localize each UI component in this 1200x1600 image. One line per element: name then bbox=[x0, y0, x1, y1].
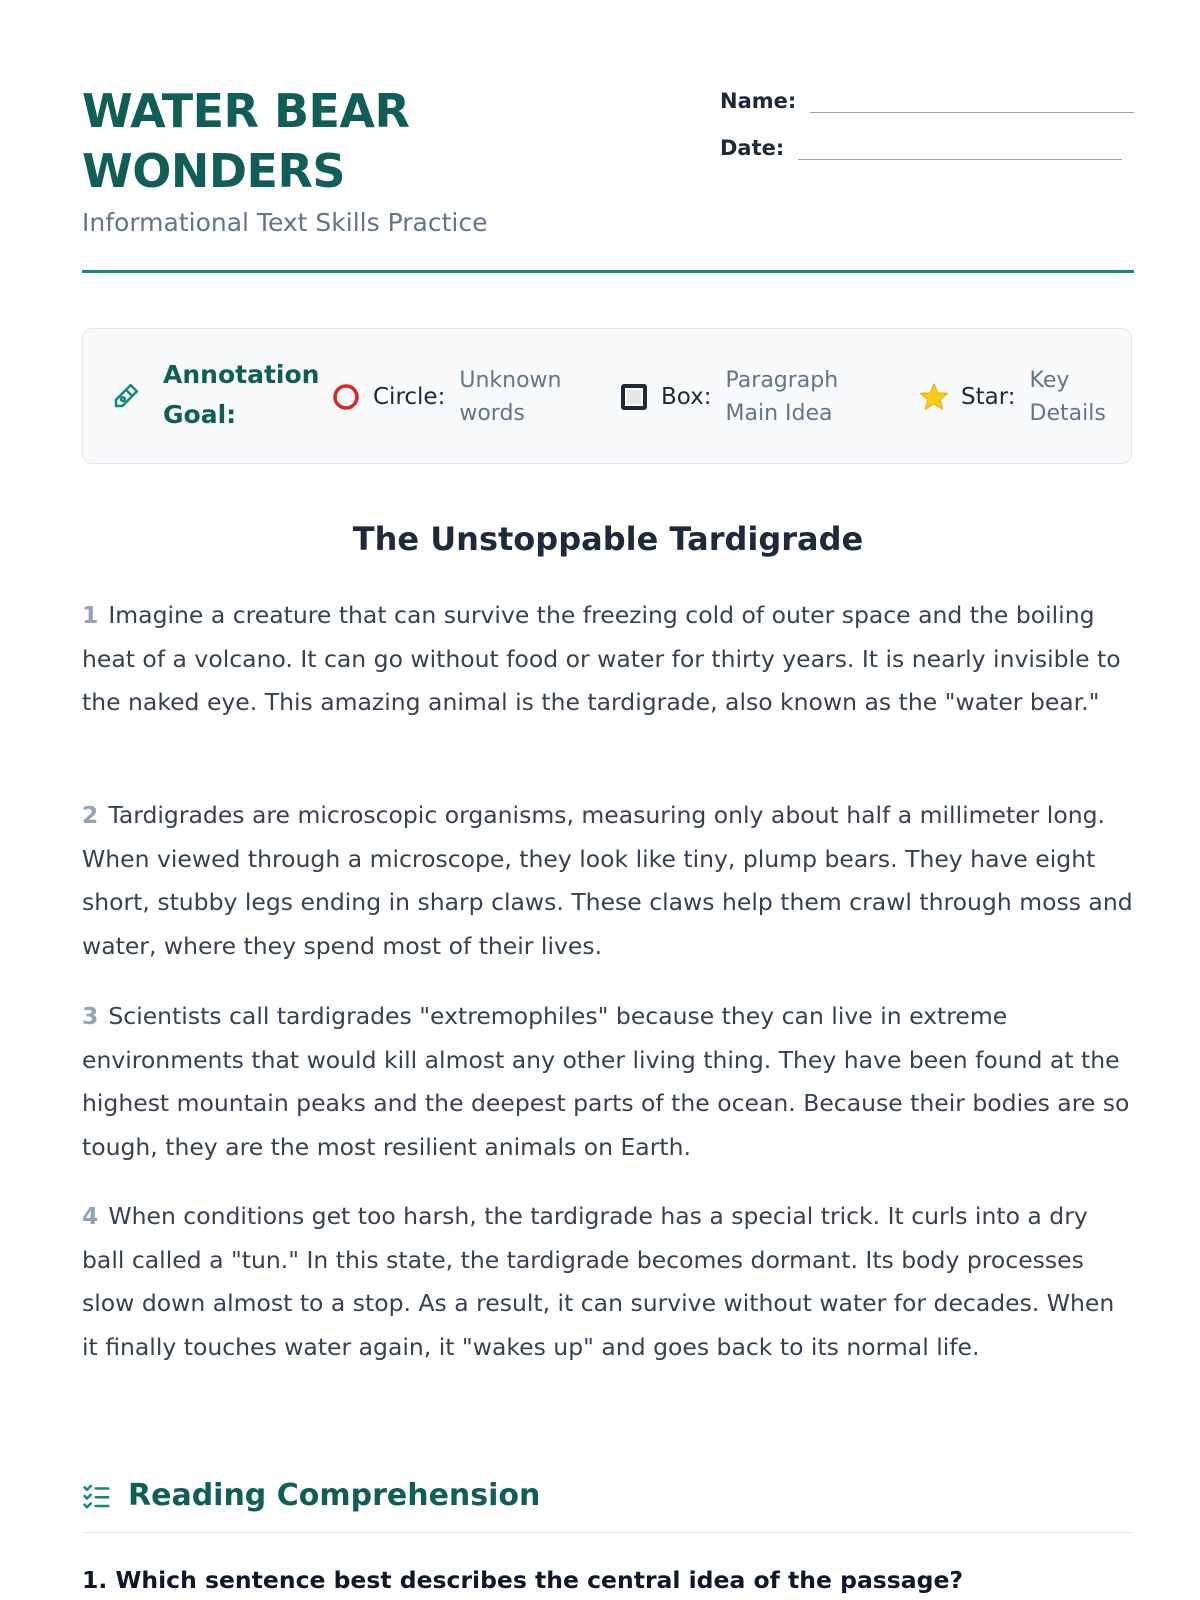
passage-paragraph bbox=[82, 794, 1134, 968]
star-description: Key Details bbox=[1029, 368, 1106, 426]
date-blank-line[interactable] bbox=[798, 129, 1122, 160]
name-blank-line[interactable] bbox=[810, 82, 1134, 113]
section-title: Reading Comprehension bbox=[128, 1478, 541, 1513]
circle-description: Unknown words bbox=[459, 368, 562, 426]
worksheet-header bbox=[82, 0, 1134, 272]
annotation-box-item bbox=[619, 329, 856, 465]
passage-paragraph bbox=[82, 1195, 1134, 1369]
worksheet-subtitle: Informational Text Skills Practice bbox=[82, 208, 488, 237]
passage-title: The Unstoppable Tardigrade bbox=[352, 520, 864, 558]
name-field-row bbox=[720, 82, 1134, 113]
paragraph-number: 3 bbox=[82, 1002, 99, 1030]
date-label: Date: bbox=[720, 136, 785, 160]
date-field-row bbox=[720, 129, 1122, 160]
annotation-goal-label: Annotation Goal: bbox=[163, 360, 320, 429]
section-divider bbox=[82, 1532, 1134, 1533]
circle-icon bbox=[331, 382, 361, 412]
worksheet-title-line-2: WONDERS bbox=[82, 144, 345, 198]
paragraph-text: Imagine a creature that can survive the freezing cold of outer space and the boiling heat of a volcano. It can go without food or water for thirty years. It is nearly invisible to the naked eye. This amazing animal is the tardigrade, also known as the "water bear." bbox=[82, 601, 1121, 716]
star-icon bbox=[919, 382, 949, 412]
paragraph-text: Scientists call tardigrades "extremophiles" because they can live in extreme environments that would kill almost any other living thing. They have been found at the highest mountain peaks and the deepest parts of the ocean. Because their bodies are so tough, they are the most resilient animals on Earth. bbox=[82, 1002, 1130, 1161]
annotation-circle-item bbox=[331, 329, 569, 465]
reading-comprehension-header bbox=[82, 1478, 540, 1513]
checklist-icon bbox=[82, 1481, 112, 1511]
paragraph-number: 4 bbox=[82, 1202, 99, 1230]
annotation-goal-box bbox=[82, 328, 1132, 464]
worksheet-title-line-1: WATER BEAR bbox=[82, 84, 410, 138]
passage-paragraph bbox=[82, 995, 1134, 1169]
header-divider bbox=[82, 270, 1134, 273]
box-icon bbox=[619, 382, 649, 412]
annotation-star-item bbox=[919, 329, 1110, 465]
box-description: Paragraph Main Idea bbox=[725, 368, 839, 426]
worksheet-page bbox=[82, 0, 1134, 1594]
passage-paragraph bbox=[82, 594, 1134, 725]
paragraph-text: When conditions get too harsh, the tardigrade has a special trick. It curls into a dry ball called a "tun." In this state, the tardigrade becomes dormant. Its body processes slow down almost to a stop. As a result, it can survive without water for decades. When it finally touches water again, it "wakes up" and goes back to its normal life. bbox=[82, 1202, 1115, 1361]
question-1: 1. Which sentence best describes the central idea of the passage? bbox=[82, 1566, 964, 1594]
circle-label: Circle: bbox=[373, 384, 446, 410]
name-label: Name: bbox=[720, 89, 797, 113]
paragraph-number: 2 bbox=[82, 801, 99, 829]
paragraph-text: Tardigrades are microscopic organisms, measuring only about half a millimeter long. When viewed through a microscope, they look like tiny, plump bears. They have eight short, stubby legs ending in sharp claws. These claws help them crawl through moss and water, where they spend most of their lives. bbox=[82, 801, 1133, 960]
star-label: Star: bbox=[961, 384, 1016, 410]
paragraph-number: 1 bbox=[82, 601, 99, 629]
pen-icon bbox=[111, 381, 141, 411]
box-label: Box: bbox=[661, 384, 712, 410]
